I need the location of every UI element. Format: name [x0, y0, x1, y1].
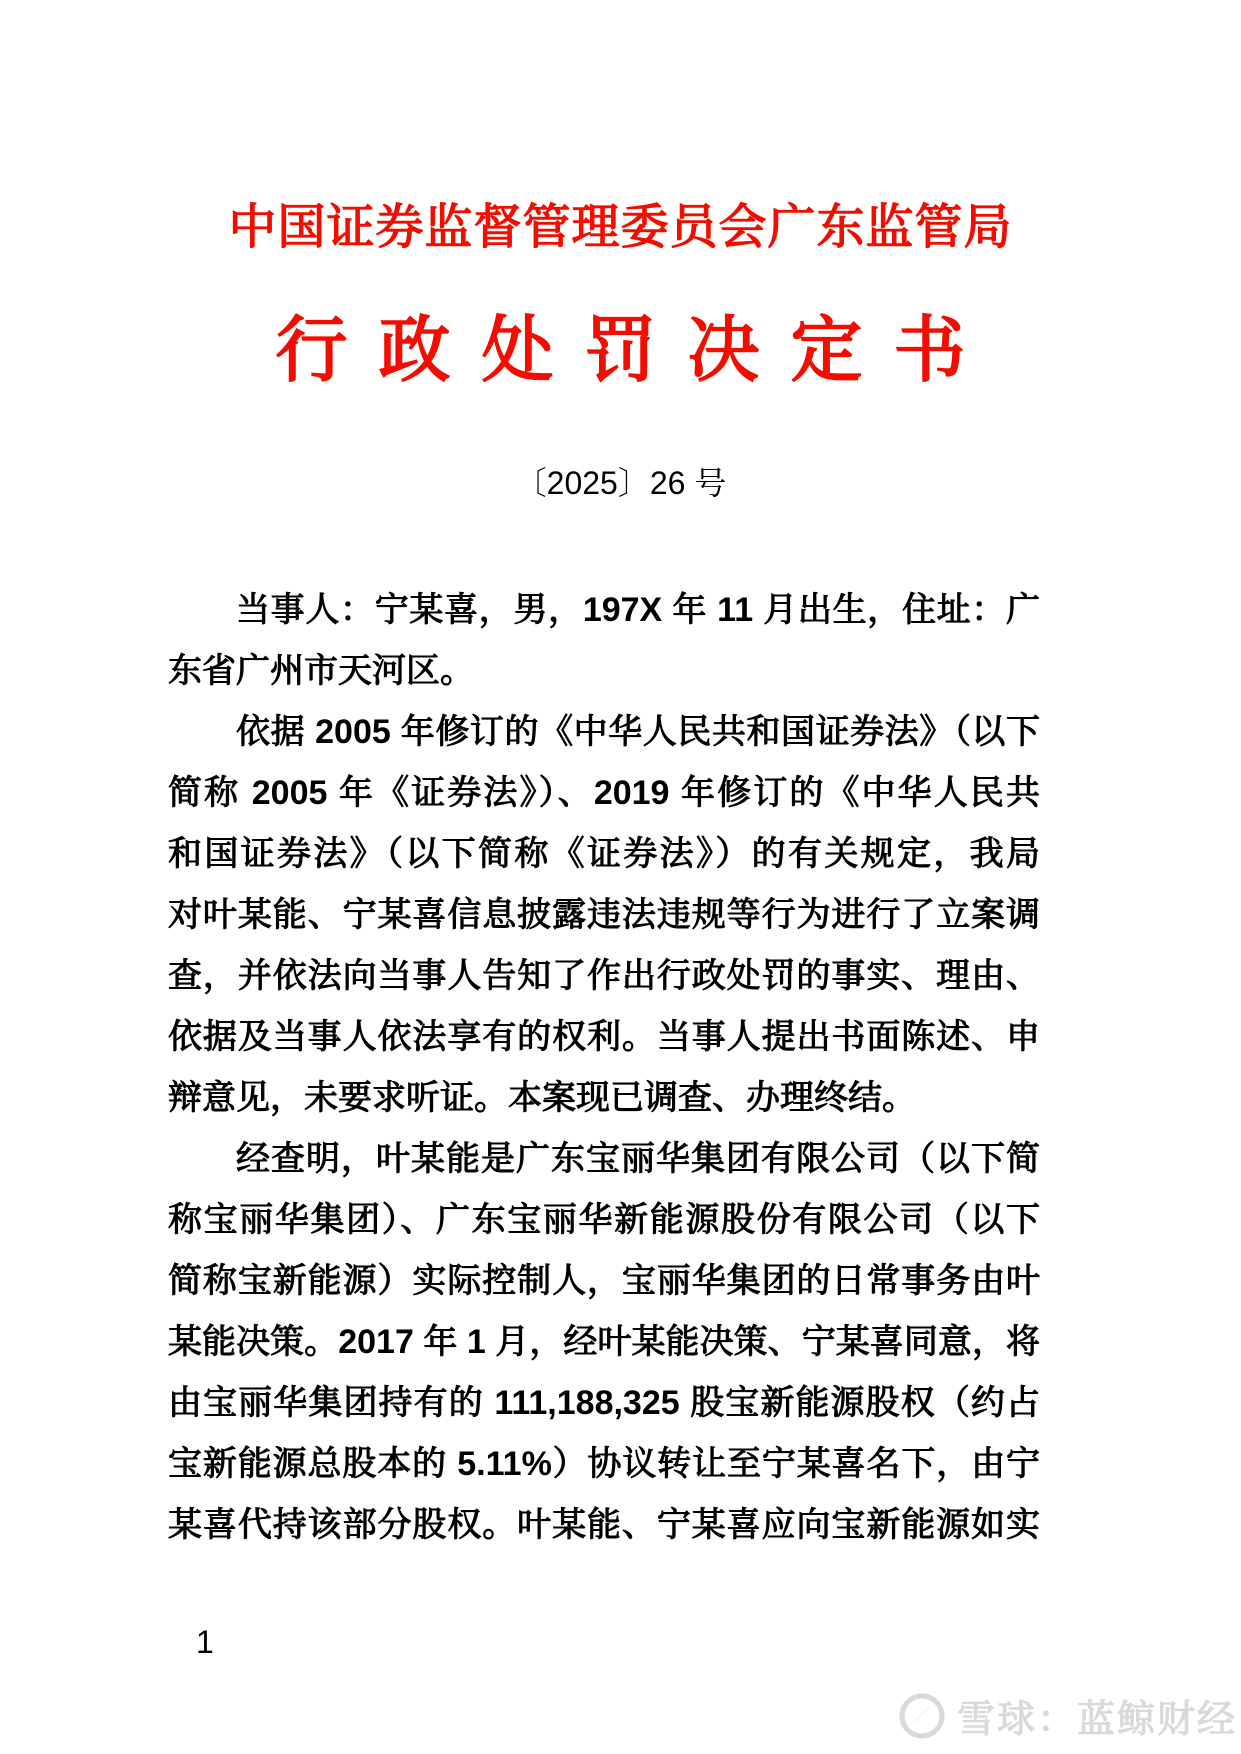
body-line: 当事人：宁某喜，男，197X 年 11 月出生，住址：广	[236, 591, 1040, 629]
document-body	[168, 580, 1040, 1556]
body-line: 对叶某能、宁某喜信息披露违法违规等行为进行了立案调	[168, 896, 1040, 934]
watermark	[899, 1688, 1237, 1743]
document-type-text: 行政处罚决定书	[275, 311, 997, 391]
body-line: 查，并依法向当事人告知了作出行政处罚的事实、理由、	[168, 957, 1040, 995]
body-line: 依据 2005 年修订的《中华人民共和国证券法》（以下	[236, 713, 1040, 751]
document-type-title	[0, 292, 1241, 396]
body-line: 简称 2005 年《证券法》）、2019 年修订的《中华人民共	[168, 774, 1040, 812]
body-line: 辩意见，未要求听证。本案现已调查、办理终结。	[168, 1079, 916, 1117]
body-line: 依据及当事人依法享有的权利。当事人提出书面陈述、申	[168, 1018, 1040, 1056]
xueqiu-logo-icon	[899, 1693, 945, 1739]
page-number: 1	[196, 1624, 214, 1660]
body-line: 由宝丽华集团持有的 111,188,325 股宝新能源股权（约占	[168, 1384, 1040, 1422]
body-line: 东省广州市天河区。	[168, 652, 474, 690]
body-line: 称宝丽华集团）、广东宝丽华新能源股份有限公司（以下	[168, 1201, 1040, 1239]
body-line: 宝新能源总股本的 5.11%）协议转让至宁某喜名下，由宁	[168, 1445, 1040, 1483]
body-line: 某喜代持该部分股权。叶某能、宁某喜应向宝新能源如实	[168, 1506, 1040, 1544]
watermark-text: 雪球：蓝鲸财经	[957, 1699, 1238, 1741]
body-line: 和国证券法》（以下简称《证券法》）的有关规定，我局	[168, 835, 1040, 873]
issuing-agency-title: 中国证券监督管理委员会广东监管局	[228, 201, 1013, 254]
document-number: 〔2025〕26 号	[514, 465, 727, 501]
body-line: 简称宝新能源）实际控制人，宝丽华集团的日常事务由叶	[168, 1262, 1040, 1300]
body-line: 某能决策。2017 年 1 月，经叶某能决策、宁某喜同意，将	[168, 1323, 1040, 1361]
body-line: 经查明，叶某能是广东宝丽华集团有限公司（以下简	[236, 1140, 1040, 1178]
